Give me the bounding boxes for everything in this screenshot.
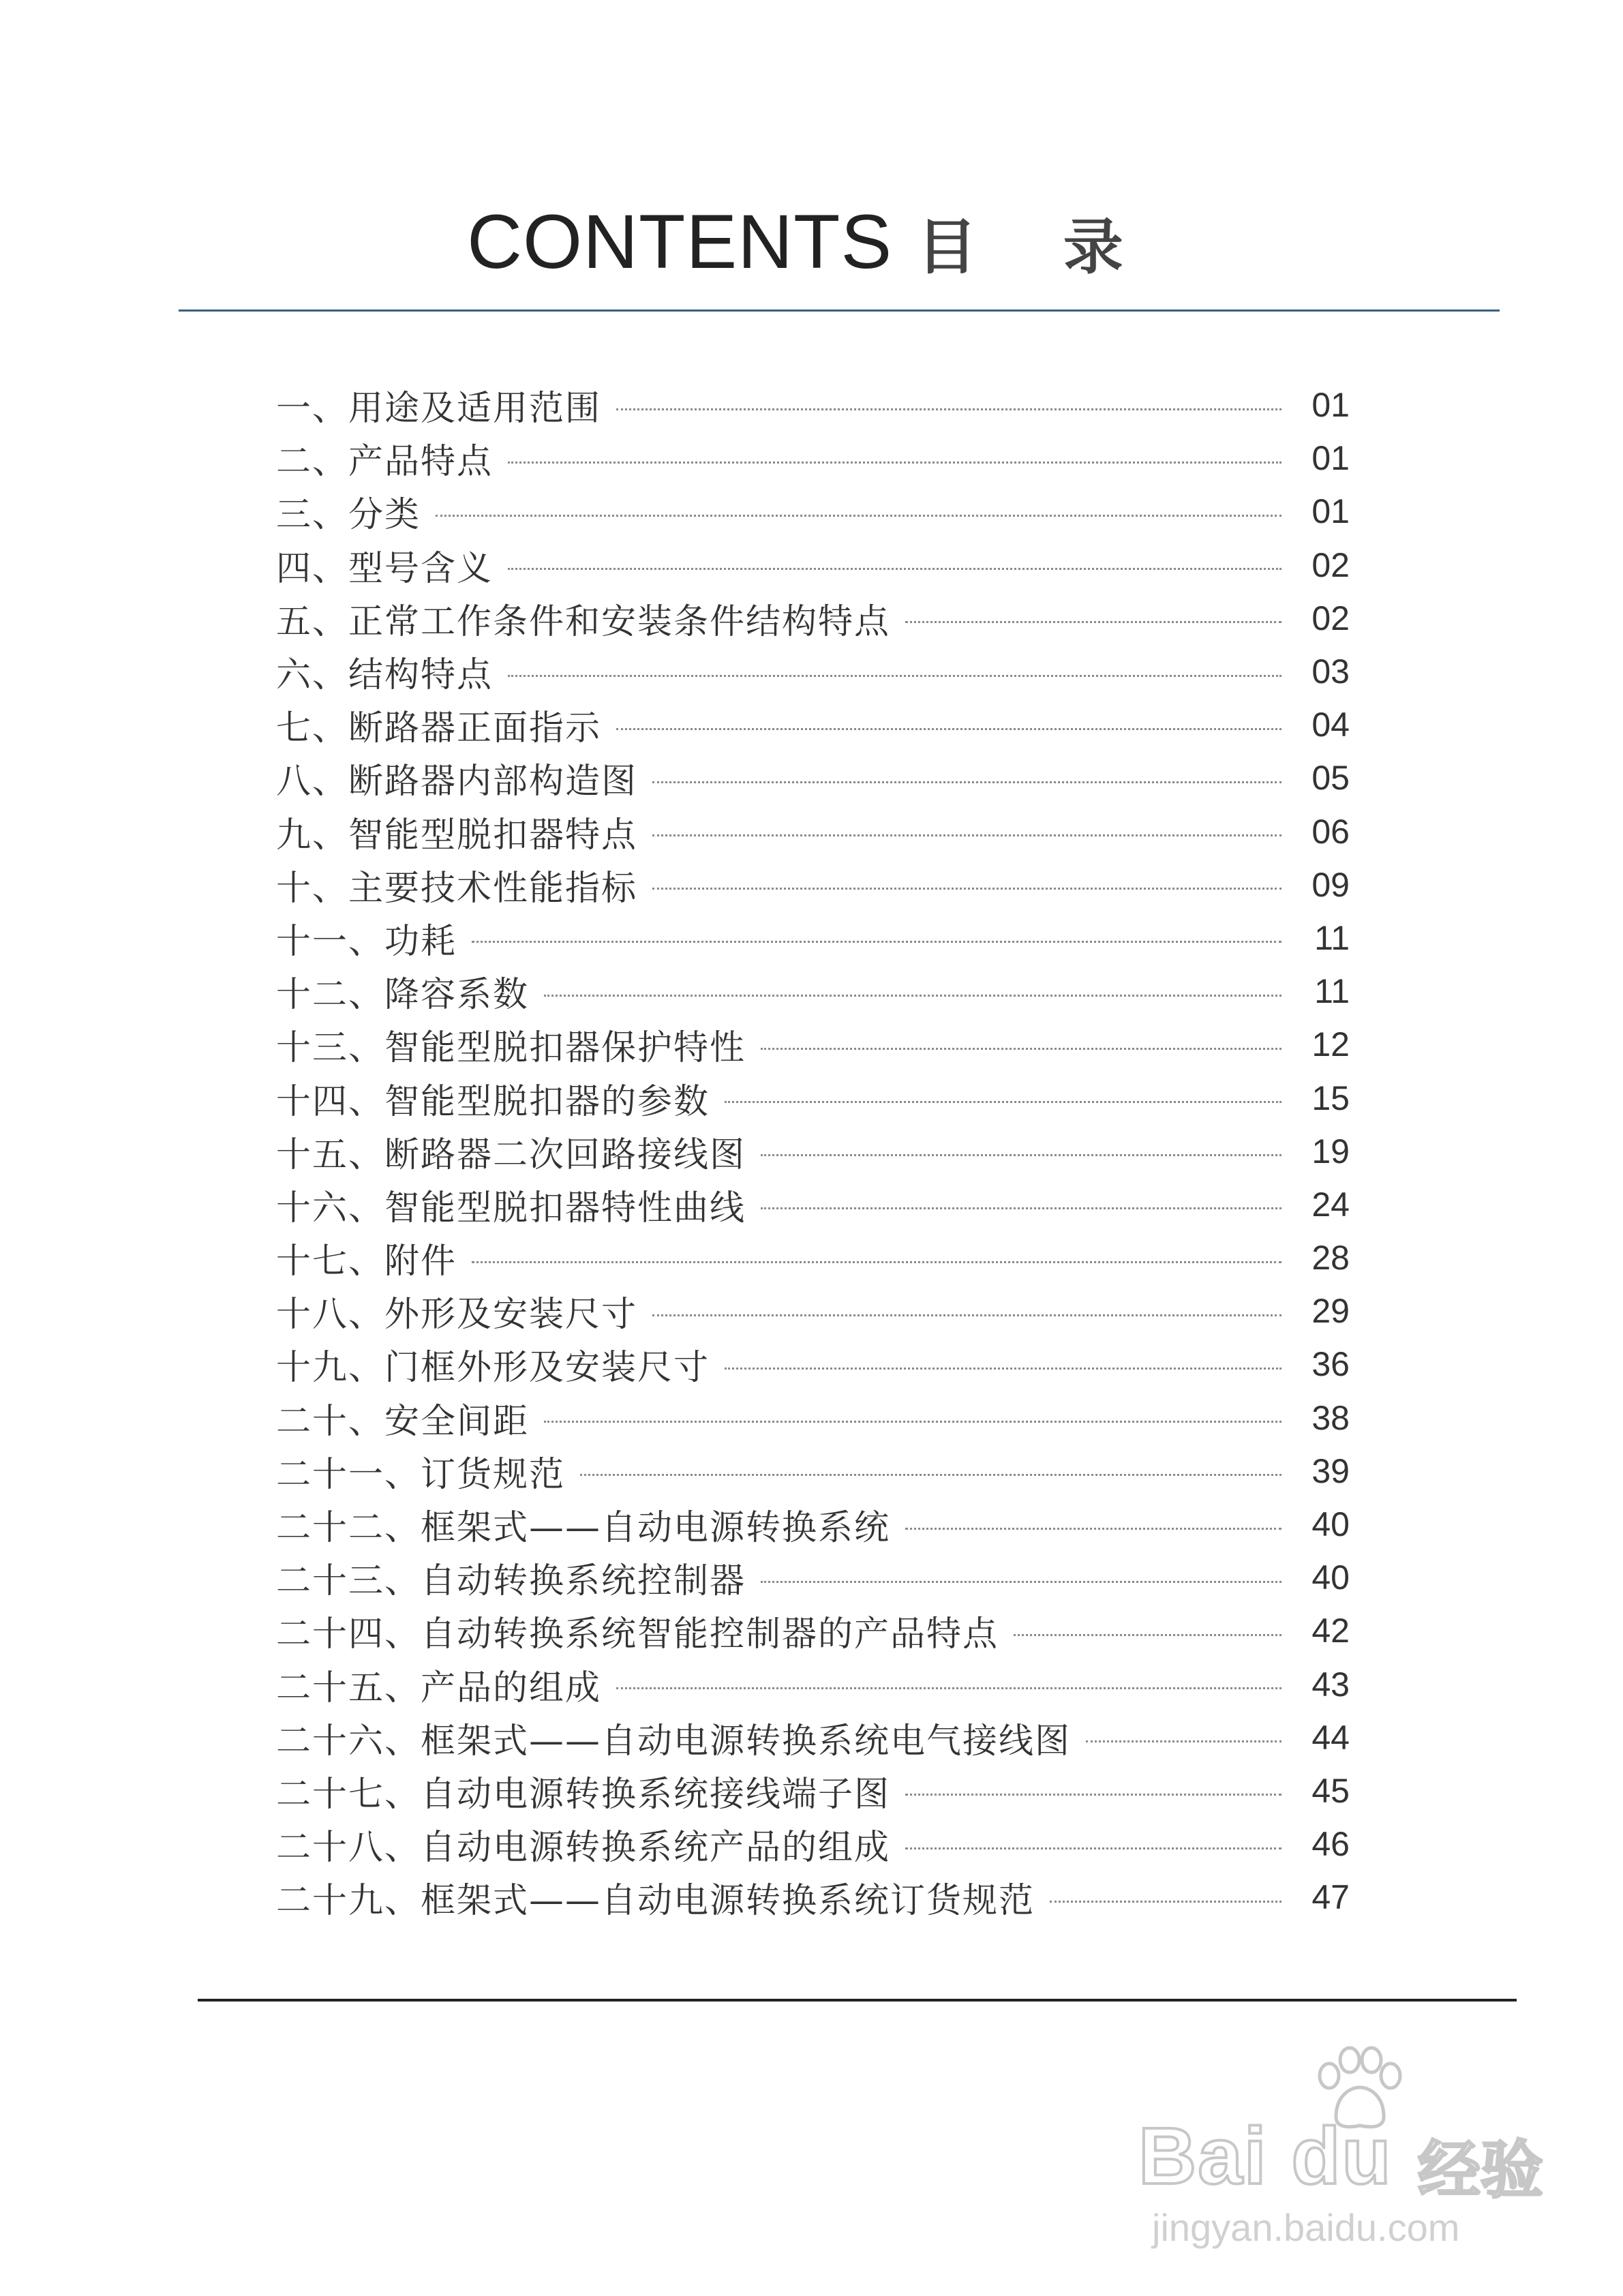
- toc-entry-label: 二、产品特点: [276, 442, 494, 483]
- toc-entry-page: 38: [1311, 1398, 1350, 1437]
- toc-leader-dots: [652, 1314, 1281, 1316]
- toc-entry-page: 24: [1311, 1185, 1350, 1224]
- toc-entry-page: 02: [1311, 599, 1350, 637]
- toc-entry-label: 三、分类: [276, 495, 421, 536]
- toc-entry-label: 一、用途及适用范围: [276, 389, 602, 429]
- bottom-divider: [198, 1999, 1517, 2002]
- toc-entry: [276, 592, 1350, 645]
- toc-entry-page: 09: [1311, 865, 1350, 904]
- toc-entry: [276, 1445, 1350, 1498]
- toc-entry-label: 十一、功耗: [276, 921, 457, 962]
- toc-entry-label: 八、断路器内部构造图: [276, 761, 638, 802]
- toc-entry: [276, 1604, 1350, 1657]
- toc-entry-page: 28: [1311, 1239, 1350, 1278]
- toc-entry-label: 十二、降容系数: [276, 975, 530, 1016]
- toc-leader-dots: [1014, 1634, 1281, 1636]
- toc-entry: [276, 1817, 1350, 1871]
- toc-leader-dots: [508, 675, 1281, 677]
- toc-leader-dots: [652, 888, 1281, 890]
- toc-entry-page: 12: [1311, 1025, 1350, 1064]
- toc-leader-dots: [436, 515, 1281, 517]
- toc-entry: [276, 432, 1350, 485]
- title-chinese: 目 录: [917, 212, 1156, 282]
- toc-entry-page: 39: [1311, 1451, 1350, 1490]
- toc-leader-dots: [1086, 1740, 1281, 1742]
- toc-entry: [276, 1018, 1350, 1071]
- toc-entry: [276, 698, 1350, 751]
- watermark-url: jingyan.baidu.com: [1152, 2206, 1460, 2249]
- toc-entry-label: 二十七、自动电源转换系统接线端子图: [276, 1774, 891, 1815]
- toc-entry-page: 11: [1314, 918, 1350, 957]
- toc-entry-page: 29: [1311, 1292, 1350, 1331]
- toc-entry-label: 十、主要技术性能指标: [276, 868, 638, 909]
- toc-leader-dots: [905, 1794, 1281, 1796]
- toc-entry-page: 19: [1311, 1132, 1350, 1170]
- toc-entry: [276, 1764, 1350, 1817]
- toc-entry: [276, 1231, 1350, 1284]
- toc-entry: [276, 1338, 1350, 1391]
- toc-entry-label: 二十一、订货规范: [276, 1454, 566, 1495]
- toc-entry-page: 36: [1311, 1345, 1350, 1384]
- toc-entry: [276, 858, 1350, 911]
- toc-leader-dots: [652, 781, 1281, 783]
- toc-leader-dots: [905, 1528, 1281, 1530]
- toc-entry: [276, 1284, 1350, 1338]
- toc-entry-page: 01: [1311, 386, 1350, 425]
- toc-entry-page: 05: [1311, 759, 1350, 798]
- toc-entry-label: 二十六、框架式——自动电源转换系统电气接线图: [276, 1721, 1072, 1762]
- toc-entry-page: 43: [1311, 1665, 1350, 1704]
- title-english: CONTENTS: [467, 199, 893, 284]
- toc-leader-dots: [616, 728, 1281, 730]
- toc-entry: [276, 539, 1350, 592]
- toc-entry: [276, 1391, 1350, 1445]
- toc-entry: [276, 1125, 1350, 1178]
- toc-entry: [276, 751, 1350, 804]
- title-divider: [179, 309, 1500, 312]
- toc-entry: [276, 1498, 1350, 1551]
- toc-entry: [276, 1071, 1350, 1124]
- toc-entry-page: 40: [1311, 1558, 1350, 1597]
- toc-leader-dots: [905, 621, 1281, 623]
- toc-leader-dots: [472, 941, 1281, 943]
- toc-entry: [276, 485, 1350, 538]
- toc-entry-label: 二十三、自动转换系统控制器: [276, 1561, 746, 1602]
- toc-leader-dots: [508, 568, 1281, 570]
- toc-leader-dots: [725, 1101, 1281, 1103]
- toc-entry-label: 十八、外形及安装尺寸: [276, 1295, 638, 1335]
- toc-entry: [276, 911, 1350, 965]
- page-title: [0, 198, 1623, 286]
- toc-entry-label: 二十八、自动电源转换系统产品的组成: [276, 1828, 891, 1869]
- toc-entry-page: 03: [1311, 652, 1350, 691]
- toc-leader-dots: [472, 1261, 1281, 1263]
- toc-leader-dots: [544, 995, 1281, 997]
- toc-leader-dots: [905, 1847, 1281, 1849]
- toc-entry-page: 02: [1311, 545, 1350, 584]
- toc-entry-page: 44: [1311, 1718, 1350, 1757]
- toc-leader-dots: [725, 1368, 1281, 1370]
- watermark-brand-cn: 经验: [1418, 2134, 1544, 2207]
- toc-entry: [276, 1551, 1350, 1604]
- toc-leader-dots: [761, 1048, 1281, 1050]
- toc-entry-label: 二十、安全间距: [276, 1401, 530, 1442]
- toc-leader-dots: [761, 1207, 1281, 1209]
- toc-entry-page: 46: [1311, 1825, 1350, 1864]
- toc-entry-label: 九、智能型脱扣器特点: [276, 815, 638, 856]
- toc-leader-dots: [580, 1474, 1281, 1476]
- toc-entry-page: 01: [1311, 439, 1350, 478]
- toc-leader-dots: [544, 1421, 1281, 1423]
- table-of-contents: [276, 378, 1350, 1924]
- toc-entry-label: 四、型号含义: [276, 548, 494, 589]
- toc-leader-dots: [616, 1687, 1281, 1689]
- toc-leader-dots: [616, 408, 1281, 410]
- toc-leader-dots: [508, 462, 1281, 464]
- toc-entry-label: 十四、智能型脱扣器的参数: [276, 1081, 710, 1122]
- toc-entry-page: 01: [1311, 492, 1350, 531]
- toc-leader-dots: [761, 1581, 1281, 1583]
- toc-entry-label: 二十九、框架式——自动电源转换系统订货规范: [276, 1881, 1035, 1922]
- toc-entry-label: 二十五、产品的组成: [276, 1667, 602, 1708]
- toc-entry-label: 十三、智能型脱扣器保护特性: [276, 1028, 746, 1069]
- toc-entry-label: 七、断路器正面指示: [276, 708, 602, 749]
- toc-leader-dots: [1050, 1901, 1281, 1903]
- toc-entry-page: 15: [1311, 1078, 1350, 1117]
- toc-leader-dots: [761, 1154, 1281, 1156]
- toc-entry-page: 11: [1314, 972, 1350, 1011]
- toc-entry: [276, 1871, 1350, 1924]
- toc-entry-label: 十五、断路器二次回路接线图: [276, 1134, 746, 1175]
- toc-entry-label: 二十二、框架式——自动电源转换系统: [276, 1508, 891, 1549]
- toc-entry: [276, 378, 1350, 432]
- toc-entry: [276, 965, 1350, 1018]
- toc-entry: [276, 805, 1350, 858]
- toc-entry-label: 十九、门框外形及安装尺寸: [276, 1348, 710, 1389]
- toc-entry-page: 42: [1311, 1612, 1350, 1650]
- toc-entry: [276, 645, 1350, 698]
- toc-entry: [276, 1711, 1350, 1764]
- toc-leader-dots: [652, 834, 1281, 836]
- toc-entry-label: 十六、智能型脱扣器特性曲线: [276, 1188, 746, 1228]
- toc-entry-page: 45: [1311, 1771, 1350, 1810]
- toc-entry-page: 04: [1311, 706, 1350, 744]
- watermark-brand: Bai du: [1138, 2111, 1393, 2201]
- toc-entry: [276, 1658, 1350, 1711]
- toc-entry: [276, 1178, 1350, 1231]
- toc-entry-page: 47: [1311, 1878, 1350, 1917]
- toc-entry-label: 二十四、自动转换系统智能控制器的产品特点: [276, 1614, 999, 1655]
- toc-entry-label: 十七、附件: [276, 1241, 457, 1282]
- toc-entry-page: 40: [1311, 1505, 1350, 1544]
- toc-entry-label: 六、结构特点: [276, 655, 494, 696]
- toc-entry-page: 06: [1311, 812, 1350, 851]
- baidu-watermark: [1138, 2045, 1554, 2250]
- toc-entry-label: 五、正常工作条件和安装条件结构特点: [276, 601, 891, 642]
